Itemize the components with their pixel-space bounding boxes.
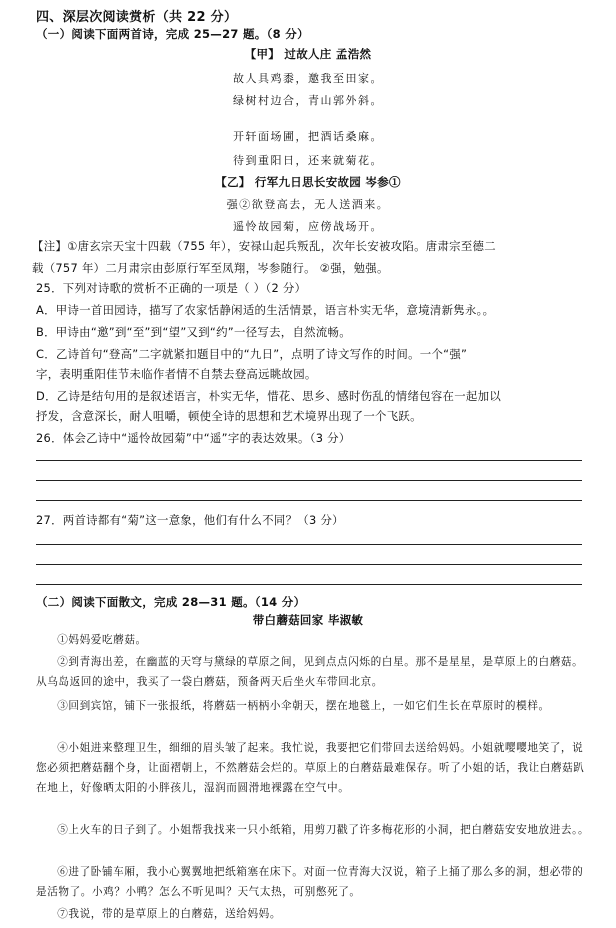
essay-title: 带白蘑菇回家 毕淑敏 [252, 613, 364, 627]
essay-paragraph-7: ⑦我说，带的是草原上的白蘑菇，送给妈妈。 [57, 908, 282, 920]
q25-option-d-cont: 抒发，含意深长，耐人咀嚼，顿使全诗的思想和艺术境界出现了一个飞跃。 [36, 409, 422, 423]
essay-paragraph-6: ⑥进了卧铺车厢，我小心翼翼地把纸箱塞在床下。对面一位青海大汉说，箱子上捅了那么多的洞，想必带的是活物了。小鸡？小鸭？怎么不听见叫？天气太热，可别憋死了。 [36, 866, 584, 898]
q26-answer-line-2[interactable] [36, 480, 582, 481]
essay-paragraph-5: ⑤上火车的日子到了。小姐帮我找来一只小纸箱，用剪刀戳了许多梅花形的小洞，把白蘑菇安安地放进去。。 [57, 824, 590, 836]
q26-answer-line-1[interactable] [36, 460, 582, 461]
q25-option-b: B．甲诗由“邀”到“至”到“望”又到“约”一径写去，自然流畅。 [36, 325, 351, 339]
q27-answer-line-1[interactable] [36, 544, 582, 545]
q27-answer-line-3[interactable] [36, 584, 582, 585]
q27-answer-line-2[interactable] [36, 564, 582, 565]
essay-paragraph-2: ②到青海出差，在幽蓝的天穹与黛绿的草原之间，见到点点闪烁的白星。那不是星星，是草原上的白蘑菇。从乌岛返回的途中，我买了一袋白蘑菇，预备两天后坐火车带回北京。 [36, 656, 584, 688]
poem-yi-line-1: 强②欲登高去，无人送酒来。 [226, 198, 390, 211]
note-line-2: 载（757 年）二月肃宗由彭原行军至凤翔，岑参随行。 ②强，勉强。 [32, 261, 389, 275]
poem-jia-line-4: 待到重阳日，还来就菊花。 [233, 154, 383, 167]
part2-heading: （二）阅读下面散文，完成 28—31 题。（14 分） [36, 595, 306, 609]
poem-jia-line-1: 故人具鸡黍，邀我至田家。 [233, 72, 383, 85]
q25-option-a: A．甲诗一首田园诗，描写了农家恬静闲适的生活情景，语言朴实无华，意境清新隽永。。 [36, 303, 495, 317]
poem-yi-line-2: 遥怜故园菊，应傍战场开。 [233, 220, 383, 233]
q25-option-d: D．乙诗是结句用的是叙述语言，朴实无华，惜花、思乡、感时伤乱的情绪包容在一起加以 [36, 389, 502, 403]
essay-paragraph-4: ④小姐进来整理卫生，细细的眉头皱了起来。我忙说，我要把它们带回去送给妈妈。小姐就嘤嘤地笑了，说您必须把蘑菇翻个身，让面褶朝上，不然蘑菇会烂的。草原上的白蘑菇最难保存。听了小姐的话，我让白蘑菇趴在地上，好像晒太阳的小胖孩儿，湿润而圆滑地裸露在空气中。 [36, 742, 585, 794]
essay-paragraph-3: ③回到宾馆，铺下一张报纸，将蘑菇一柄柄小伞朝天，摆在地毯上，一如它们生长在草原时的模样。 [57, 700, 550, 712]
q26-answer-line-3[interactable] [36, 500, 582, 501]
q27-stem: 27．两首诗都有“菊”这一意象，他们有什么不同？（3 分） [36, 513, 344, 527]
essay-paragraph-1: ①妈妈爱吃蘑菇。 [57, 634, 147, 646]
q25-stem: 25．下列对诗歌的赏析不正确的一项是（ ）（2 分） [36, 281, 307, 295]
part1-heading: （一）阅读下面两首诗，完成 25—27 题。（8 分） [36, 27, 309, 41]
poem-jia-line-2: 绿树村边合，青山郭外斜。 [233, 94, 383, 107]
note-line-1: 【注】①唐玄宗天宝十四载（755 年），安禄山起兵叛乱，次年长安被攻陷。唐肃宗至德二 [32, 239, 496, 253]
q26-stem: 26．体会乙诗中“遥怜故园菊”中“遥”字的表达效果。（3 分） [36, 431, 351, 445]
q25-option-c: C．乙诗首句“登高”二字就紧扣题目中的“九日”，点明了诗文写作的时间。一个“强” [36, 347, 468, 361]
section-title: 四、深层次阅读赏析（共 22 分） [36, 10, 238, 25]
q25-option-c-cont: 字，表明重阳佳节未临作者情不自禁去登高远眺故园。 [36, 367, 317, 381]
poem-jia-line-3: 开轩面场圃，把酒话桑麻。 [233, 130, 383, 143]
poem-yi-title: 【乙】 行军九日思长安故园 岑参① [215, 175, 401, 189]
poem-jia-title: 【甲】 过故人庄 孟浩然 [244, 47, 372, 61]
